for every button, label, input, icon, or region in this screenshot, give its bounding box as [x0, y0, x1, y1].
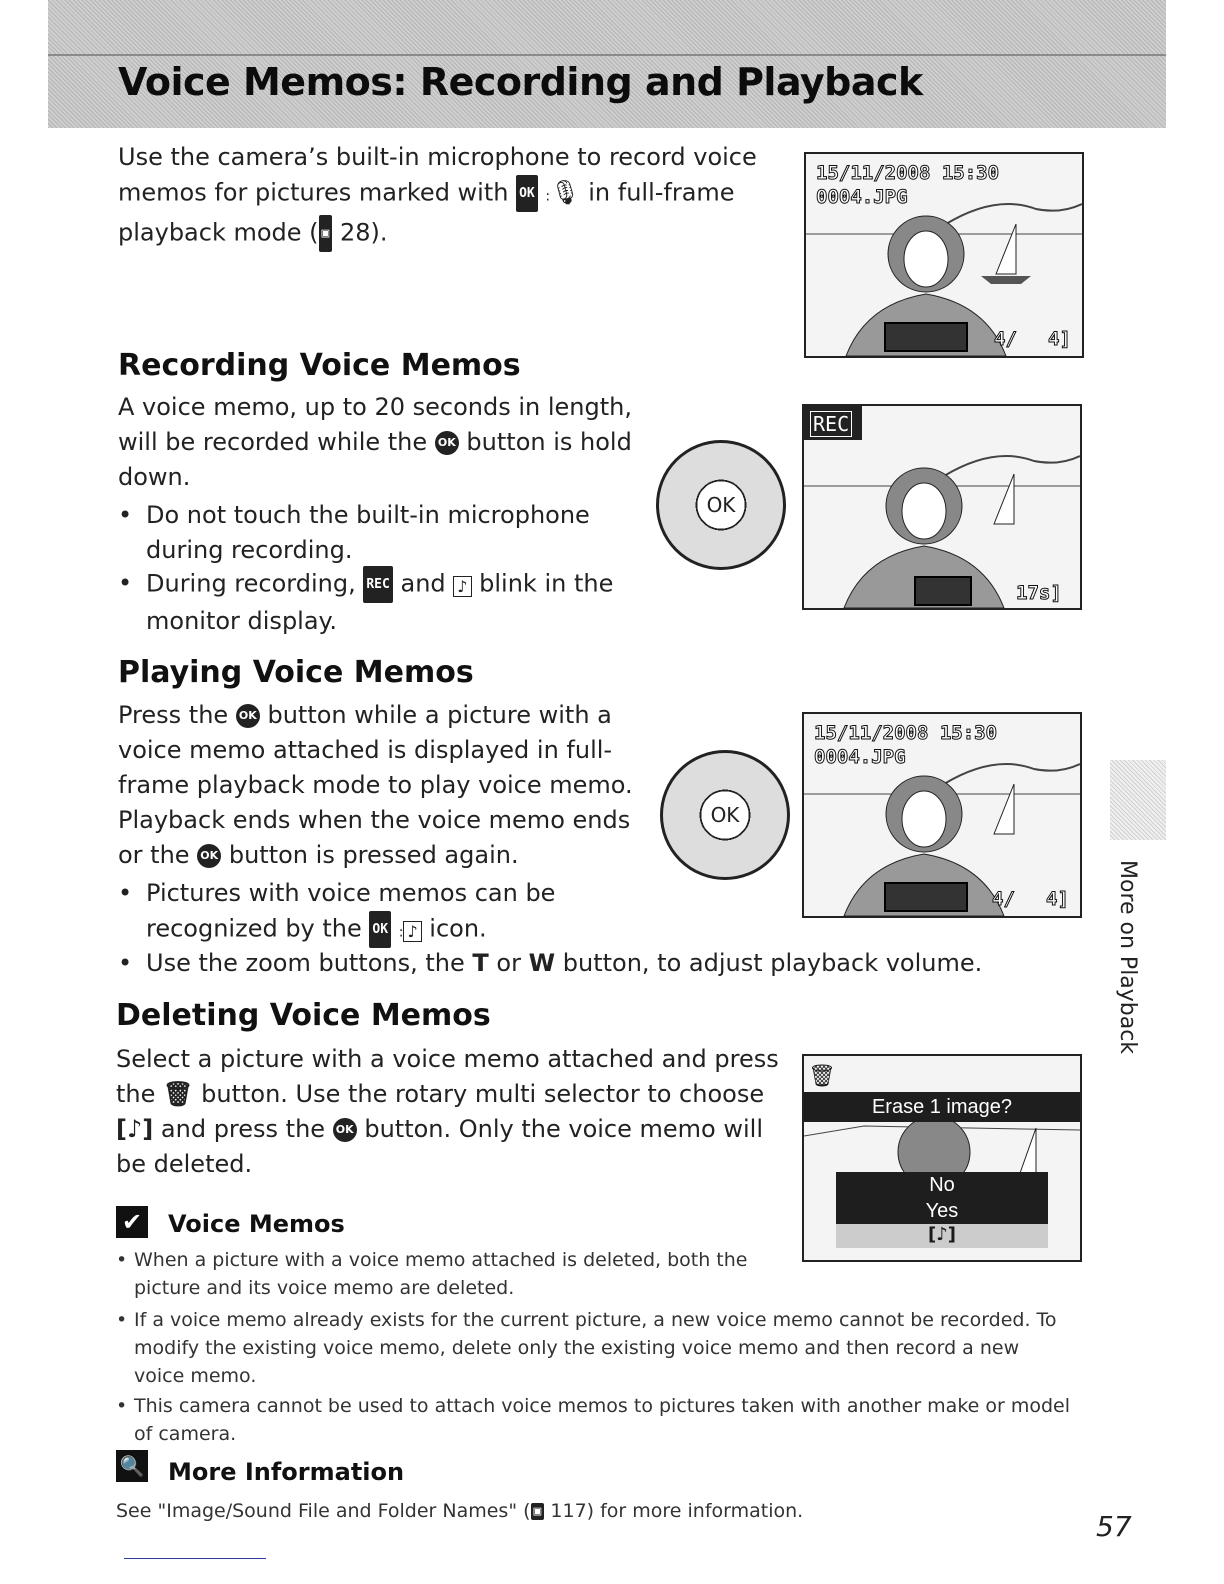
ok-button-icon: OK — [435, 431, 459, 455]
reference-icon: ▣ — [531, 1503, 545, 1520]
file-name: 0004.JPG — [814, 746, 906, 768]
playing-bullet — [146, 946, 1046, 981]
recording-time-remaining: 17s] — [1016, 582, 1062, 604]
playing-line: voice memo attached is displayed in full- — [118, 736, 613, 764]
frame-total: 4] — [1046, 888, 1069, 910]
playing-line: Playback ends when the voice memo ends — [118, 806, 631, 834]
intro-line: Use the camera’s built-in microphone to record voice — [118, 143, 757, 171]
voice-memo-icon: [♪] — [116, 1115, 154, 1143]
rec-badge-label: REC — [810, 411, 852, 437]
erase-option-yes[interactable]: Yes — [925, 1200, 959, 1222]
footer-rule — [124, 1558, 266, 1559]
voice-memo-icon: ♪ — [403, 921, 421, 942]
bullet-line: during recording. — [146, 536, 353, 564]
bullet-text: recognized by the — [146, 914, 362, 943]
voice-memo-icon: [♪] — [836, 1224, 1048, 1248]
deleting-text: button. Only the voice memo will — [364, 1115, 763, 1143]
playing-text: Press the — [118, 701, 229, 729]
ok-dial-illustration — [660, 750, 790, 880]
playing-paragraph — [118, 698, 658, 873]
recording-line: down. — [118, 463, 191, 491]
playing-line — [118, 838, 658, 873]
recording-bullet — [146, 566, 666, 639]
recording-text: will be recorded while the — [118, 428, 428, 456]
tele-button-label: T — [472, 949, 489, 977]
screen-erase-dialog — [802, 1054, 1082, 1262]
note-line: of camera. — [134, 1423, 237, 1445]
bullet-line: • Pictures with voice memos can be — [146, 879, 556, 907]
colon-icon: : — [398, 924, 404, 941]
playing-heading: Playing Voice Memos — [118, 655, 474, 690]
screen-memo-playback — [802, 712, 1082, 918]
more-info-text — [116, 1500, 803, 1522]
note-bullet — [134, 1246, 774, 1302]
bullet-text: and — [400, 569, 446, 598]
section-tab-marker — [1110, 760, 1166, 840]
file-name: 0004.JPG — [816, 186, 908, 208]
recording-line — [118, 425, 648, 460]
deleting-text: the — [116, 1080, 156, 1108]
magnifier-note-icon: 🔍 — [116, 1450, 148, 1482]
deleting-heading: Deleting Voice Memos — [116, 998, 491, 1033]
screen-recording — [802, 404, 1082, 610]
colon-icon: : — [545, 188, 551, 205]
intro-line — [118, 175, 768, 215]
capture-date: 15/11/2008 15:30 — [816, 162, 1000, 184]
playing-text: or the — [118, 841, 190, 869]
deleting-line — [116, 1112, 786, 1147]
dial-ok-label: OK — [706, 493, 736, 517]
reference-icon: ▣ — [319, 215, 333, 252]
screen-playback-with-memo — [804, 152, 1084, 358]
ok-button-icon: OK — [197, 844, 221, 868]
ok-button-icon: OK — [333, 1118, 357, 1142]
section-tab-label: More on Playback — [1115, 860, 1140, 1055]
note-line: picture and its voice memo are deleted. — [134, 1277, 515, 1299]
recording-heading: Recording Voice Memos — [118, 348, 521, 383]
note-bullet — [134, 1306, 1094, 1390]
trash-icon: 🗑 — [808, 1064, 836, 1089]
memo-indicator-icon — [884, 322, 968, 352]
dial-ok-label: OK — [710, 803, 740, 827]
recording-line: A voice memo, up to 20 seconds in length, — [118, 393, 632, 421]
ok-dial-illustration — [656, 440, 786, 570]
deleting-text: button. Use the rotary multi selector to choose — [201, 1080, 765, 1108]
frame-total: 4] — [1048, 328, 1071, 350]
capture-date: 15/11/2008 15:30 — [814, 722, 998, 744]
check-note-icon: ✔ — [116, 1206, 148, 1238]
playing-bullet — [146, 876, 666, 951]
note-line: voice memo. — [134, 1365, 257, 1387]
bullet-line: monitor display. — [146, 606, 337, 635]
bullet-text: Use the zoom buttons, the — [146, 949, 465, 977]
deleting-line: Select a picture with a voice memo attached and press — [116, 1045, 779, 1073]
rec-badge — [804, 406, 862, 440]
bullet-text: During recording, — [146, 569, 356, 598]
bullet-text: icon. — [429, 914, 487, 943]
note-bullet — [134, 1392, 1094, 1448]
bullet-text: button, to adjust playback volume. — [562, 949, 983, 977]
more-info-part: 117) for more information. — [550, 1500, 804, 1522]
playing-line: frame playback mode to play voice memo. — [118, 771, 633, 799]
memo-indicator-icon — [884, 882, 968, 912]
header-rule — [48, 54, 1166, 56]
erase-option-no[interactable]: No — [929, 1174, 955, 1196]
erase-options-menu — [836, 1172, 1048, 1224]
note-line: • When a picture with a voice memo attached is deleted, both the — [134, 1249, 748, 1271]
deleting-line — [116, 1077, 786, 1112]
deleting-line: be deleted. — [116, 1150, 253, 1178]
bullet-line — [146, 566, 666, 604]
recording-text: button is hold — [466, 428, 632, 456]
note-line: modify the existing voice memo, delete only the existing voice memo and then record a new — [134, 1337, 1020, 1359]
intro-paragraph — [118, 140, 768, 252]
bullet-text: or — [496, 949, 521, 977]
playing-line — [118, 698, 658, 733]
voice-memos-note-heading: Voice Memos — [168, 1210, 345, 1238]
more-info-heading: More Information — [168, 1458, 405, 1486]
playing-text: button while a picture with a — [267, 701, 612, 729]
playing-text: button is pressed again. — [228, 841, 519, 869]
frame-counter: 4/ — [992, 888, 1015, 910]
recording-paragraph — [118, 390, 648, 495]
page-title: Voice Memos: Recording and Playback — [118, 60, 923, 104]
note-line: • This camera cannot be used to attach voice memos to pictures taken with another make or model — [134, 1395, 1071, 1417]
deleting-paragraph — [116, 1042, 786, 1182]
intro-text: memos for pictures marked with — [118, 178, 509, 207]
page-number: 57 — [1096, 1510, 1132, 1543]
erase-prompt: Erase 1 image? — [804, 1092, 1080, 1122]
voice-memo-icon — [914, 576, 972, 606]
bullet-line — [146, 911, 666, 951]
microphone-icon: 🎙 — [550, 178, 581, 207]
ok-button-icon: OK — [236, 704, 260, 728]
wide-button-label: W — [528, 949, 556, 977]
bullet-text: blink in the — [479, 569, 614, 598]
note-line: • If a voice memo already exists for the current picture, a new voice memo cannot be recorded. To — [134, 1309, 1057, 1331]
voice-memo-icon: ♪ — [453, 576, 471, 597]
deleting-text: and press the — [160, 1115, 326, 1143]
recording-bullet — [146, 498, 646, 568]
bullet-line: • Do not touch the built-in microphone — [146, 501, 590, 529]
intro-line — [118, 215, 768, 252]
trash-icon: 🗑 — [163, 1080, 194, 1108]
ok-icon: OK — [369, 911, 391, 948]
ok-icon: OK — [516, 175, 538, 212]
intro-text: playback mode ( — [118, 218, 319, 246]
rec-icon: REC — [363, 566, 392, 603]
frame-counter: 4/ — [994, 328, 1017, 350]
intro-text: 28). — [340, 218, 388, 246]
more-info-part: See "Image/Sound File and Folder Names" ( — [116, 1500, 531, 1522]
intro-text: in full-frame — [588, 178, 735, 207]
